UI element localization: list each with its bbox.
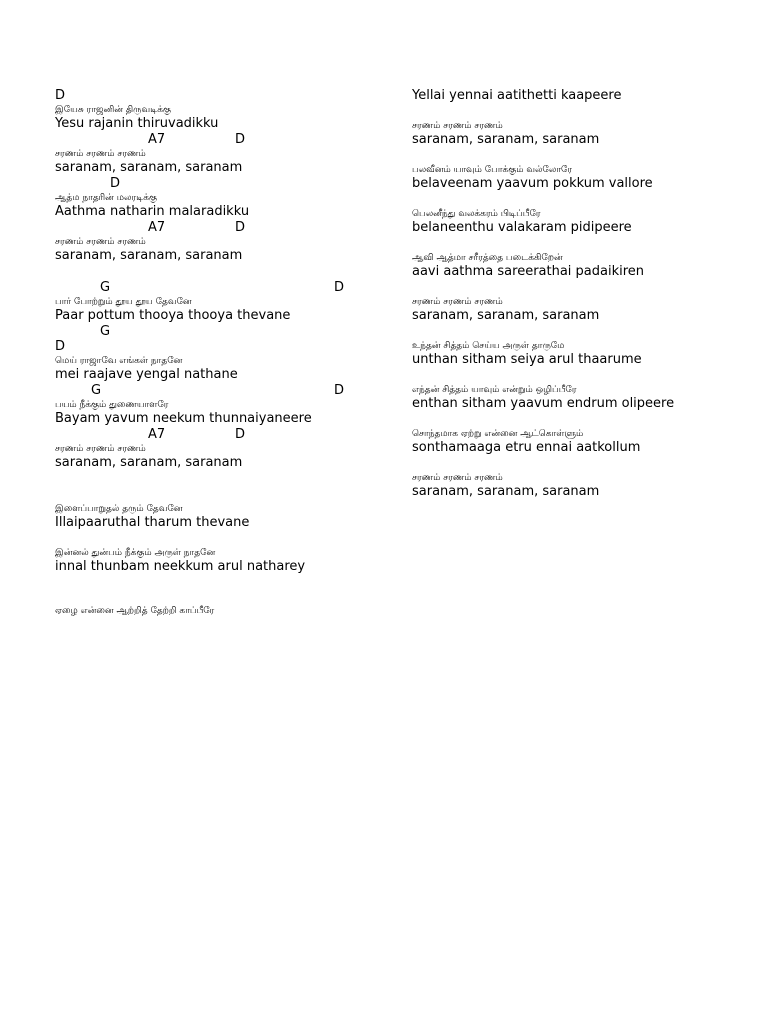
chord: G: [100, 324, 111, 339]
lyric-line: Aathma natharin malaradikku: [55, 204, 250, 219]
chord: D: [110, 176, 121, 191]
lyric-line: belaneenthu valakaram pidipeere: [412, 220, 632, 235]
tamil-lyric-line: சரணம் சரணம் சரணம்: [55, 237, 146, 247]
tamil-lyric-line: சரணம் சரணம் சரணம்: [412, 121, 503, 131]
lyric-line: Yellai yennai aatithetti kaapeere: [412, 88, 622, 103]
lyric-line: Yesu rajanin thiruvadikku: [55, 116, 219, 131]
tamil-lyric-line: இன்னல் துன்பம் நீக்கும் அருள் நாதனே: [55, 548, 216, 558]
tamil-lyric-line: ஆத்ம நாதரின் மலரடிக்கு: [55, 193, 157, 203]
tamil-lyric-line: ஏழை என்னை ஆற்றித் தேற்றி காப்பீரே: [55, 606, 215, 616]
tamil-lyric-line: சரணம் சரணம் சரணம்: [412, 297, 503, 307]
lyric-line: sonthamaaga etru ennai aatkollum: [412, 440, 641, 455]
lyric-line: unthan sitham seiya arul thaarume: [412, 352, 642, 367]
tamil-lyric-line: சரணம் சரணம் சரணம்: [55, 444, 146, 454]
chord: A7: [148, 132, 166, 147]
lyric-line: saranam, saranam, saranam: [412, 132, 600, 147]
chord: D: [55, 339, 66, 354]
lyric-line: Paar pottum thooya thooya thevane: [55, 308, 291, 323]
lyric-line: enthan sitham yaavum endrum olipeere: [412, 396, 675, 411]
chord: D: [235, 132, 246, 147]
tamil-lyric-line: சரணம் சரணம் சரணம்: [55, 149, 146, 159]
tamil-lyric-line: பயம் நீக்கும் துணையாளரே: [55, 400, 169, 410]
chord: G: [100, 280, 111, 295]
tamil-lyric-line: சொந்தமாக ஏற்று என்னை ஆட்கொள்ளும்: [412, 429, 584, 439]
lyric-line: innal thunbam neekkum arul natharey: [55, 559, 306, 574]
lyric-line: saranam, saranam, saranam: [412, 484, 600, 499]
lyric-line: Bayam yavum neekum thunnaiyaneere: [55, 411, 312, 426]
tamil-lyric-line: எந்தன் சித்தம் யாவும் என்றும் ஒழிப்பீரே: [412, 385, 577, 395]
chord: D: [235, 427, 246, 442]
lyric-line: aavi aathma sareerathai padaikiren: [412, 264, 645, 279]
chord: G: [91, 383, 102, 398]
tamil-lyric-line: இளைப்பாறுதல் தரும் தேவனே: [55, 504, 183, 514]
tamil-lyric-line: பார் போற்றும் தூய தூய தேவனே: [55, 297, 192, 307]
lyric-line: saranam, saranam, saranam: [55, 248, 243, 263]
chord: D: [235, 220, 246, 235]
chord: A7: [148, 220, 166, 235]
tamil-lyric-line: இயேசு ராஜனின் திருவடிக்கு: [55, 105, 171, 115]
lyric-line: saranam, saranam, saranam: [55, 160, 243, 175]
chord: A7: [148, 427, 166, 442]
lyric-line: saranam, saranam, saranam: [55, 455, 243, 470]
tamil-lyric-line: உந்தன் சித்தம் செய்ய அருள் தாருமே: [412, 341, 565, 351]
tamil-lyric-line: மெய் ராஜாவே எங்கள் நாதனே: [55, 356, 183, 366]
lyric-line: belaveenam yaavum pokkum vallore: [412, 176, 653, 191]
chord: D: [334, 383, 345, 398]
tamil-lyric-line: சரணம் சரணம் சரணம்: [412, 473, 503, 483]
lyric-line: mei raajave yengal nathane: [55, 367, 238, 382]
chord: D: [55, 88, 66, 103]
chord: D: [334, 280, 345, 295]
lyric-line: saranam, saranam, saranam: [412, 308, 600, 323]
tamil-lyric-line: ஆவி ஆத்மா சரீரத்தை படைக்கிறேன்: [412, 253, 563, 263]
lyric-line: Illaipaaruthal tharum thevane: [55, 515, 250, 530]
tamil-lyric-line: பெலனீந்து வலக்கரம் பிடிப்பீரே: [412, 209, 541, 219]
tamil-lyric-line: பலவீனம் யாவும் போக்கும் வல்லோரே: [412, 165, 573, 175]
